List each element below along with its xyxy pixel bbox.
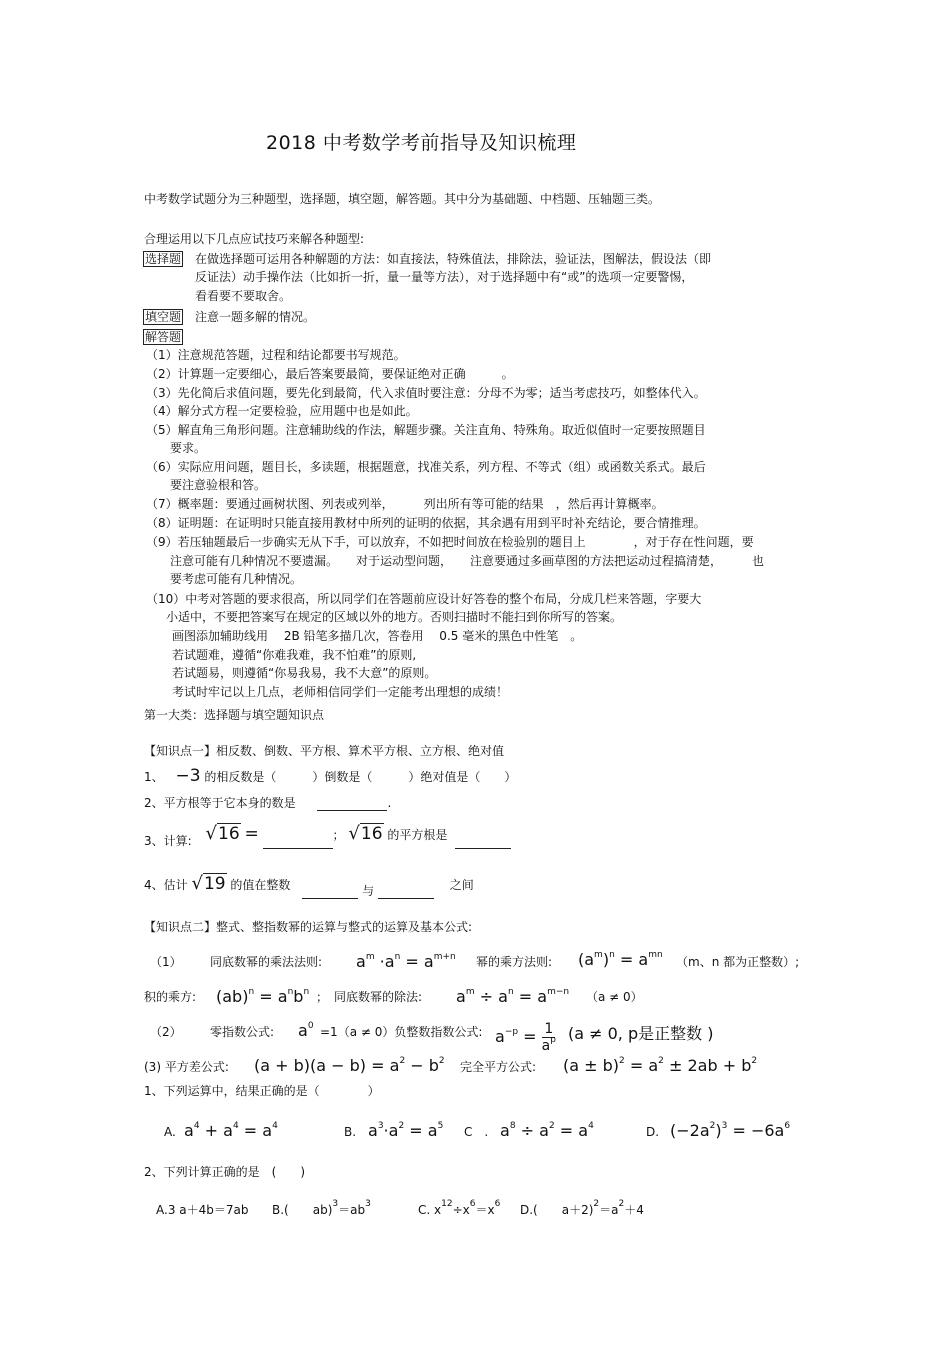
- q3-blank-1[interactable]: [263, 830, 333, 849]
- q3-suffix: 的平方根是: [387, 828, 448, 842]
- tip-line: （8）证明题：在证明时只能直接用教材中所列的证明的依据，其余遇有用到平时补充结论，要合情推理。: [146, 516, 706, 530]
- q3-radicand-2: 16: [360, 824, 383, 844]
- q3-radical-2: √16: [348, 823, 383, 844]
- formula-neg-exp: $a^{-p}$ = $\frac{1}{a^p}$: [495, 1021, 556, 1054]
- q3: [144, 823, 511, 849]
- qb-option-c-rest: ＝x: [475, 1203, 495, 1217]
- tip-line: （1）注意规范答题，过程和结论都要书写规范。: [146, 348, 406, 362]
- q1-prefix: 1、: [144, 770, 164, 784]
- tip10-line: 小适中，不要把答案写在规定的区域以外的地方。否则扫描时不能扫到你所写的答案。: [166, 610, 623, 624]
- q2: [144, 796, 391, 811]
- formula-product-power: $(ab)^n = a^nb^n$: [216, 987, 310, 1006]
- q4: [144, 873, 474, 899]
- choice-line-2: 反证法）动手操作法（比如折一折，量一量等方法），对于选择题中有“或”的选项一定要警惕，: [195, 270, 694, 284]
- qb-option-b-text: B.( ab): [272, 1203, 333, 1217]
- qb-option-d-mid: ＝a: [599, 1203, 619, 1217]
- qb-option-c-text: C. x: [418, 1203, 442, 1217]
- q1-text: 的相反数是（ ）倒数是（ ）绝对值是（ ）: [204, 770, 517, 784]
- qb-option-d-rest: ＋4: [624, 1203, 644, 1217]
- kp2-r4-perfect: 完全平方公式:: [460, 1060, 537, 1074]
- kp2-r2-note: （a ≠ 0）: [586, 990, 643, 1004]
- intro-text: 中考数学试题分为三种题型，选择题，填空题，解答题。其中分为基础题、中档题、压轴题三类。: [144, 192, 661, 206]
- kp2-r1-label: （1）: [150, 955, 182, 969]
- qb-option-b[interactable]: B.( $ab)^3=ab^3$: [272, 1199, 371, 1217]
- tip10-line: 若试题难，遵循“你难我难，我不怕难”的原则,: [172, 648, 417, 662]
- tip10-line: 画图添加辅助线用 2B 铅笔多描几次，答卷用 0.5 毫米的黑色中性笔 。: [172, 629, 583, 643]
- q3-radical: √16: [205, 823, 240, 844]
- tip-line: 要注意验根和答。: [146, 478, 267, 492]
- tip-line: （2）计算题一定要细心，最后答案要最简，要保证绝对正确 。: [146, 367, 514, 381]
- tip-line: （7）概率题：要通过画树状图、列表或列举， 列出所有等可能的结果 ，然后再计算概率。: [146, 497, 664, 511]
- kp2-r2-prod: 积的乘方:: [144, 990, 197, 1004]
- formula-perfect-square: $(a \pm b)^2 = a^2 \pm 2ab + b^2$: [563, 1056, 758, 1075]
- q1: [144, 766, 517, 786]
- q4-end: 之间: [449, 878, 474, 892]
- strategy-heading: 合理运用以下几点应试技巧来解各种题型:: [144, 232, 365, 246]
- tip-line: （9）若压轴题最后一步确实无从下手，可以放弃，不如把时间放在检验别的题目上 ，对于存在性问题，要: [146, 535, 754, 549]
- fill-label: 填空题: [145, 310, 182, 324]
- fill-text: 注意一题多解的情况。: [195, 310, 316, 324]
- q3-equals: =: [244, 824, 259, 844]
- qa-option-b[interactable]: $a^3\cdot a^2 = a^5$: [368, 1121, 444, 1140]
- tip-line: （4）解分式方程一定要检验，应用题中也是如此。: [146, 404, 418, 418]
- kp2-r1-note: （m、n 都为正整数）;: [676, 955, 800, 969]
- qa-option-c-label[interactable]: C .: [464, 1125, 489, 1139]
- qa-option-c[interactable]: $a^8 \div a^2 = a^4$: [500, 1121, 594, 1140]
- tip-line: （3）先化简后求值问题，要先化到最简，代入求值时要注意：分母不为零；适当考虑技巧，如整体代入。: [146, 386, 706, 400]
- kp2-r3-zero-cond: =1（a ≠ 0）负整数指数公式:: [320, 1025, 483, 1039]
- q2-text: 2、平方根等于它本身的数是: [144, 796, 296, 810]
- qa-option-d-label[interactable]: D.: [646, 1125, 660, 1139]
- answer-label: 解答题: [145, 330, 182, 344]
- tip10-line: 若试题易，则遵循“你易我易，我不大意”的原则。: [172, 666, 437, 680]
- formula-zero-exp: $a^0$: [298, 1021, 314, 1040]
- kp1-heading: 【知识点一】相反数、倒数、平方根、算术平方根、立方根、绝对值: [144, 744, 505, 758]
- q2-blank[interactable]: [317, 810, 387, 811]
- qb-stem: 2、下列计算正确的是 ( ): [144, 1165, 305, 1179]
- kp2-r1-mult: 同底数幂的乘法法则:: [210, 955, 323, 969]
- q3-semicolon: ；: [332, 828, 345, 842]
- tip-line: 注意可能有几种情况不要遗漏。 对于运动型问题， 注意要通过多画草图的方法把运动过程搞清楚， 也: [146, 554, 765, 568]
- kp2-r3-label: （2）: [150, 1025, 182, 1039]
- formula-diff-squares: $(a + b)(a - b) = a^2 - b^2$: [254, 1056, 445, 1075]
- q4-and: 与: [362, 884, 375, 898]
- q3-radicand: 16: [218, 824, 240, 844]
- tip-line: （6）实际应用问题，题目长，多读题，根据题意，找准关系，列方程、不等式（组）或函数关系式。最后: [146, 460, 706, 474]
- q3-blank-2[interactable]: [455, 830, 511, 849]
- formula-power-quotient: $a^m \div a^n = a^{m-n}$: [456, 987, 570, 1006]
- choice-line-3: 看看要不要取舍。: [195, 289, 292, 303]
- q4-radicand: 19: [203, 874, 226, 894]
- q3-prefix: 3、计算:: [144, 834, 192, 848]
- formula-power-product: $a^m \cdot a^n = a^{m+n}$: [356, 952, 456, 971]
- tip-line: （5）解直角三角形问题。注意辅助线的作法，解题步骤。关注直角、特殊角。取近似值时一定要按照题目: [146, 423, 706, 437]
- choice-line-1: 在做选择题可运用各种解题的方法：如直接法，特殊值法，排除法，验证法，图解法，假设法（即: [195, 252, 712, 266]
- qb-option-c[interactable]: C. $x^{12}\div x^6=x^6$: [418, 1199, 501, 1217]
- qa-stem: 1、下列运算中，结果正确的是（ ）: [144, 1084, 380, 1098]
- q1-number: −3: [175, 766, 201, 786]
- tip10-line: （10）中考对答题的要求很高，所以同学们在答题前应设计好答卷的整个布局，分成几栏来答题，字要大: [146, 592, 702, 606]
- section-heading: 第一大类：选择题与填空题知识点: [144, 708, 325, 722]
- qa-option-a[interactable]: $a^4 + a^4 = a^4$: [184, 1121, 278, 1140]
- qb-option-d-text: D.( a＋2): [520, 1203, 594, 1217]
- q4-radical: √19: [191, 873, 226, 894]
- q4-blank-2[interactable]: [378, 880, 434, 899]
- page-title: 2018 中考数学考前指导及知识梳理: [266, 132, 577, 154]
- choice-label: 选择题: [145, 252, 182, 266]
- qa-option-a-label[interactable]: A.: [164, 1125, 176, 1139]
- q2-end: .: [387, 796, 392, 810]
- formula-power-of-power: $(a^m)^n = a^{mn}$: [578, 950, 663, 969]
- kp2-r3-neg-cond: (a ≠ 0, p是正整数 ): [568, 1024, 714, 1043]
- q4-prefix: 4、估计: [144, 878, 188, 892]
- tip-line: 要考虑可能有几种情况。: [146, 572, 303, 586]
- kp2-r3-zero: 零指数公式:: [210, 1025, 275, 1039]
- kp2-heading: 【知识点二】整式、整指数幂的运算与整式的运算及基本公式:: [144, 920, 473, 934]
- tip-line: 要求。: [146, 441, 207, 455]
- kp2-r1-pow: 幂的乘方法则:: [476, 955, 553, 969]
- qb-option-a[interactable]: A.3 a＋4b＝7ab: [156, 1203, 249, 1217]
- qa-option-d[interactable]: $(-2a^2)^3 = -6a^6$: [670, 1121, 791, 1140]
- qa-option-b-label[interactable]: B.: [344, 1125, 357, 1139]
- qb-option-b-rest: ＝ab: [338, 1203, 366, 1217]
- kp2-r4-label: (3) 平方差公式:: [144, 1060, 229, 1074]
- qb-option-c-mid: ÷x: [452, 1203, 470, 1217]
- kp2-r2-div: ； 同底数幂的除法:: [316, 990, 423, 1004]
- tip10-line: 考试时牢记以上几点，老师相信同学们一定能考出理想的成绩！: [172, 685, 509, 699]
- q4-blank-1[interactable]: [302, 880, 358, 899]
- qb-option-d[interactable]: D.( $a+2)^2=a^2+4$: [520, 1199, 644, 1217]
- q4-text: 的值在整数: [230, 878, 291, 892]
